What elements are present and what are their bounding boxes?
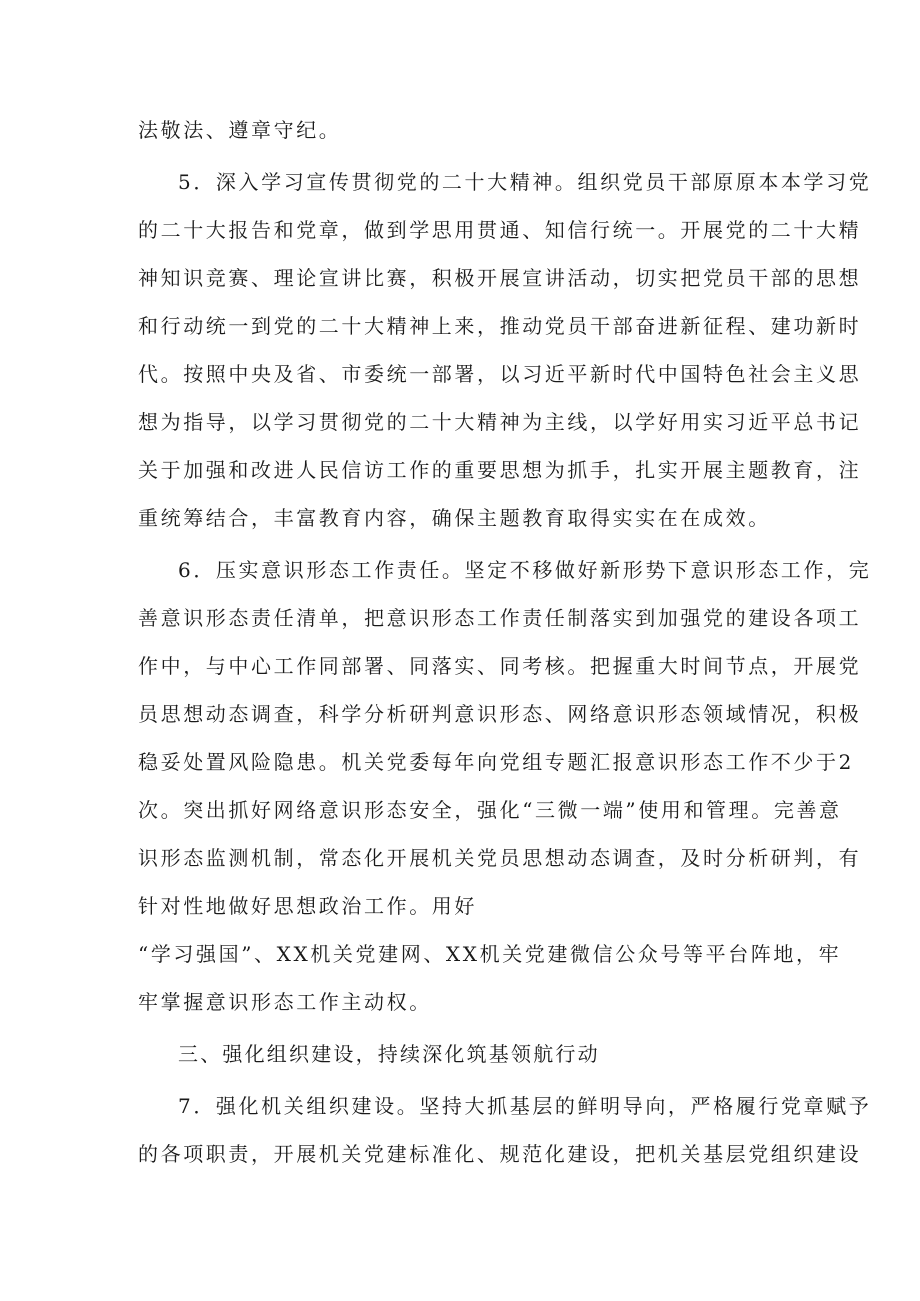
paragraph-6-start: 6．压实意识形态工作责任。坚定不移做好新形势下意识形态工作，完 [178,558,872,582]
text-line: 神知识竞赛、理论宣讲比赛，积极开展宣讲活动，切实把党员干部的思想 [138,266,862,290]
paragraph-7-start: 7．强化机关组织建设。坚持大抓基层的鲜明导向，严格履行党章赋予 [178,1094,872,1118]
text-line: 法敬法、遵章守纪。 [138,118,342,142]
text-line: 善意识形态责任清单，把意识形态工作责任制落实到加强党的建设各项工 [138,606,862,630]
text-line: 针对性地做好思想政治工作。用好 [138,894,477,918]
text-line: 稳妥处置风险隐患。机关党委每年向党组专题汇报意识形态工作不少于2 [138,750,854,774]
text-line: 的二十大报告和党章，做到学思用贯通、知信行统一。开展党的二十大精 [138,218,862,242]
text-line: 想为指导，以学习贯彻党的二十大精神为主线，以学好用实习近平总书记 [138,410,862,434]
text-line: 员思想动态调查，科学分析研判意识形态、网络意识形态领域情况，积极 [138,702,862,726]
paragraph-5-start: 5．深入学习宣传贯彻党的二十大精神。组织党员干部原原本本学习党 [178,170,872,194]
text-line: “学习强国”、XX机关党建网、XX机关党建微信公众号等平台阵地，牢 [138,942,842,966]
text-line: 代。按照中央及省、市委统一部署，以习近平新时代中国特色社会主义思 [138,362,862,386]
text-line: 作中，与中心工作同部署、同落实、同考核。把握重大时间节点，开展党 [138,654,862,678]
text-line: 牢掌握意识形态工作主动权。 [138,990,432,1014]
text-line: 重统筹结合，丰富教育内容，确保主题教育取得实实在在成效。 [138,506,771,530]
text-line: 识形态监测机制，常态化开展机关党员思想动态调查，及时分析研判，有 [138,846,862,870]
section-heading: 三、强化组织建设，持续深化筑基领航行动 [178,1042,600,1066]
text-line: 次。突出抓好网络意识形态安全，强化“三微一端”使用和管理。完善意 [138,798,842,822]
text-line: 和行动统一到党的二十大精神上来，推动党员干部奋进新征程、建功新时 [138,314,862,338]
text-line: 的各项职责，开展机关党建标准化、规范化建设，把机关基层党组织建设 [138,1142,862,1166]
text-line: 关于加强和改进人民信访工作的重要思想为抓手，扎实开展主题教育，注 [138,458,862,482]
